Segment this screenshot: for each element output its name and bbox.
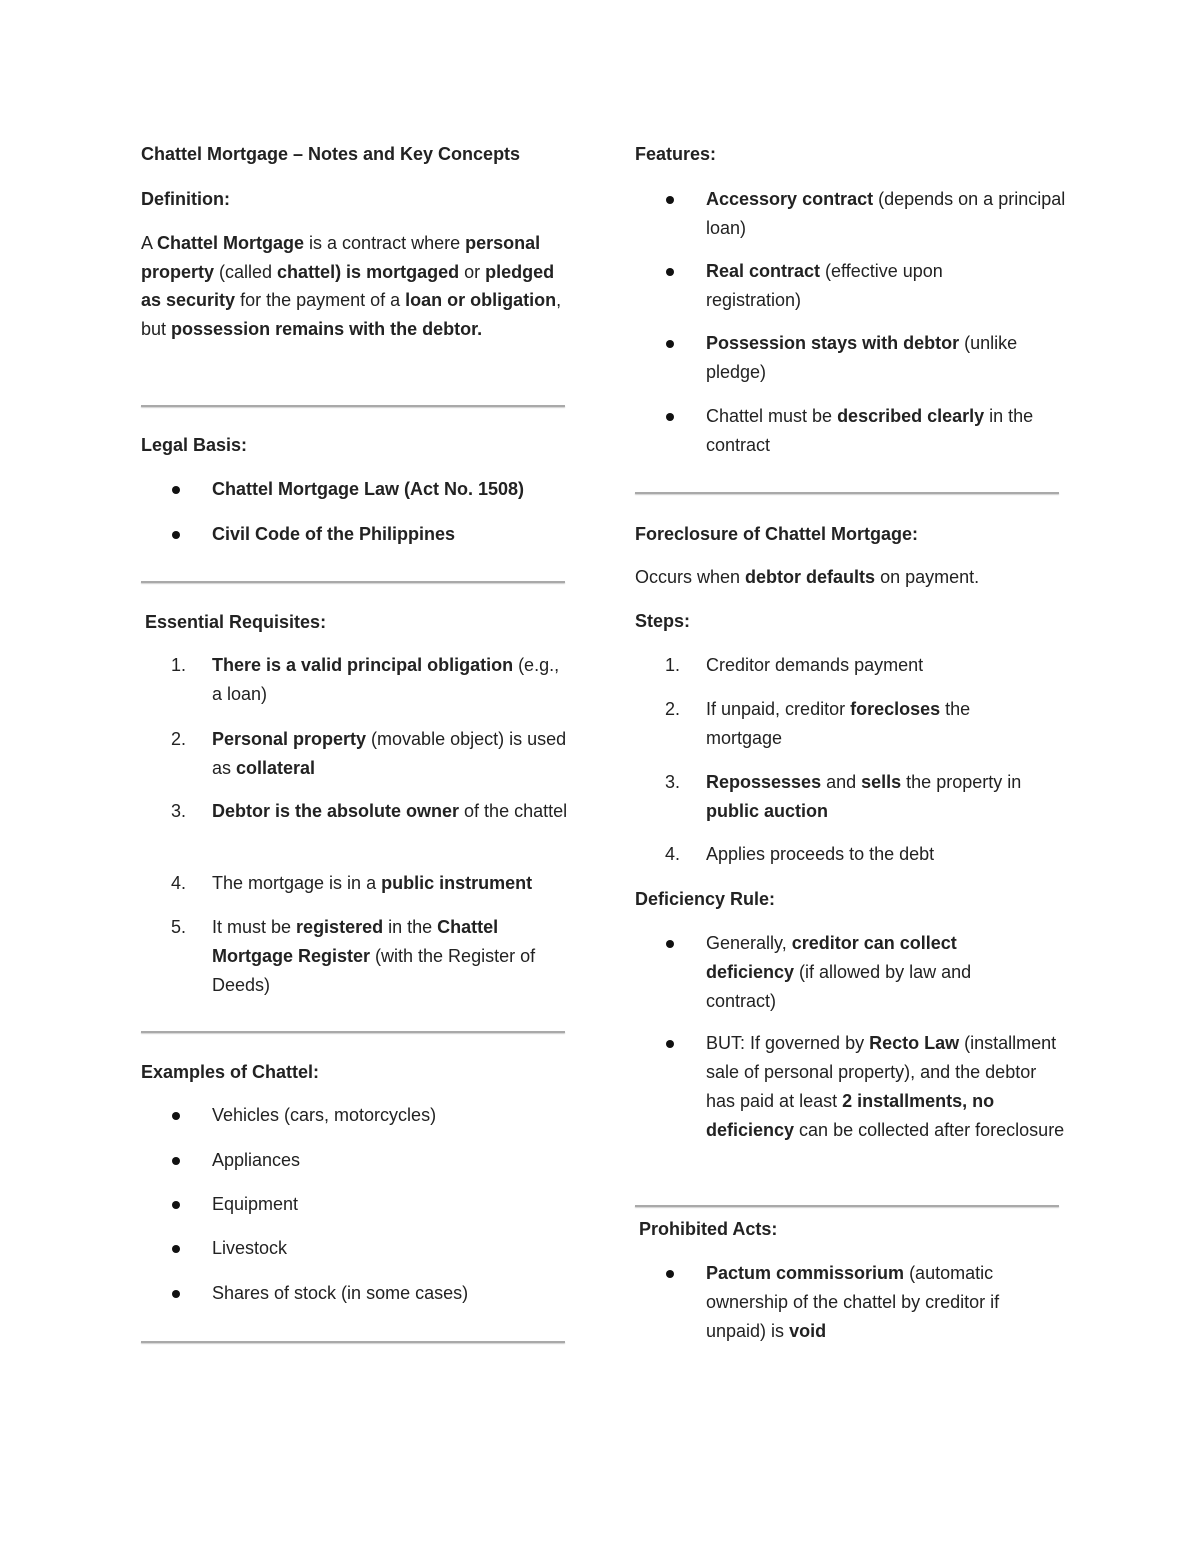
- list-item: Chattel Mortgage Law (Act No. 1508): [141, 475, 569, 504]
- list-item: 2. Personal property (movable object) is used as collateral: [171, 729, 567, 778]
- list-item: 4. Applies proceeds to the debt: [665, 844, 935, 864]
- bullet-icon: [666, 1040, 674, 1048]
- foreclosure-heading: Foreclosure of Chattel Mortgage:: [635, 524, 919, 544]
- examples-heading: Examples of Chattel:: [141, 1062, 320, 1082]
- list-item: Livestock: [141, 1234, 569, 1263]
- divider: [141, 1031, 565, 1033]
- list-item: BUT: If governed by Recto Law (installment sale of personal property), and the debtor has paid at least 2 installments, no deficiency can be collected after foreclosure: [635, 1029, 1065, 1145]
- bullet-icon: [172, 1112, 180, 1120]
- bullet-icon: [172, 1245, 180, 1253]
- list-item: Vehicles (cars, motorcycles): [141, 1101, 569, 1130]
- definition-text: A Chattel Mortgage is a contract where personal property (called chattel) is mortgaged or pledged as security for the payment of a loan or obligation, but possession remains with the debtor.: [141, 233, 562, 339]
- bullet-icon: [666, 413, 674, 421]
- list-item: 5. It must be registered in the Chattel Mortgage Register (with the Register of Deeds): [171, 917, 536, 995]
- list-item: Possession stays with debtor (unlike pledge): [635, 329, 1036, 387]
- list-item: Shares of stock (in some cases): [141, 1279, 569, 1308]
- prohibited-heading: Prohibited Acts:: [639, 1219, 778, 1239]
- bullet-icon: [172, 1201, 180, 1209]
- list-item: 4. The mortgage is in a public instrument: [171, 873, 533, 893]
- list-item: Equipment: [141, 1190, 569, 1219]
- bullet-icon: [666, 940, 674, 948]
- divider: [141, 405, 565, 407]
- bullet-icon: [666, 196, 674, 204]
- bullet-icon: [172, 531, 180, 539]
- list-item: 3. Repossesses and sells the property in public auction: [665, 772, 1022, 821]
- bullet-icon: [666, 268, 674, 276]
- divider: [635, 1205, 1059, 1207]
- definition-heading: Definition:: [141, 189, 230, 209]
- page-title: Chattel Mortgage – Notes and Key Concepts: [141, 144, 521, 164]
- list-item: Accessory contract (depends on a principal loan): [635, 185, 1066, 243]
- divider: [141, 581, 565, 583]
- bullet-icon: [666, 340, 674, 348]
- steps-heading: Steps:: [635, 611, 691, 631]
- bullet-icon: [172, 486, 180, 494]
- list-item: 1. There is a valid principal obligation (e.g., a loan): [171, 655, 560, 704]
- legal-basis-heading: Legal Basis:: [141, 435, 248, 455]
- list-item: Real contract (effective upon registration): [635, 257, 1006, 315]
- bullet-icon: [172, 1157, 180, 1165]
- list-item: Civil Code of the Philippines: [141, 520, 569, 549]
- divider: [141, 1341, 565, 1343]
- list-item: Generally, creditor can collect deficiency (if allowed by law and contract): [635, 929, 1021, 1016]
- list-item: Pactum commissorium (automatic ownership of the chattel by creditor if unpaid) is void: [635, 1259, 1056, 1346]
- requisites-heading: Essential Requisites:: [145, 612, 327, 632]
- bullet-icon: [666, 1270, 674, 1278]
- foreclosure-text: Occurs when debtor defaults on payment.: [635, 567, 980, 587]
- deficiency-heading: Deficiency Rule:: [635, 889, 776, 909]
- bullet-icon: [172, 1290, 180, 1298]
- list-item: 2. If unpaid, creditor forecloses the mortgage: [665, 699, 971, 748]
- features-heading: Features:: [635, 144, 717, 164]
- list-item: 1. Creditor demands payment: [665, 655, 924, 675]
- list-item: 3. Debtor is the absolute owner of the chattel: [171, 801, 568, 821]
- divider: [635, 492, 1059, 494]
- list-item: Chattel must be described clearly in the contract: [635, 402, 1065, 460]
- list-item: Appliances: [141, 1146, 569, 1175]
